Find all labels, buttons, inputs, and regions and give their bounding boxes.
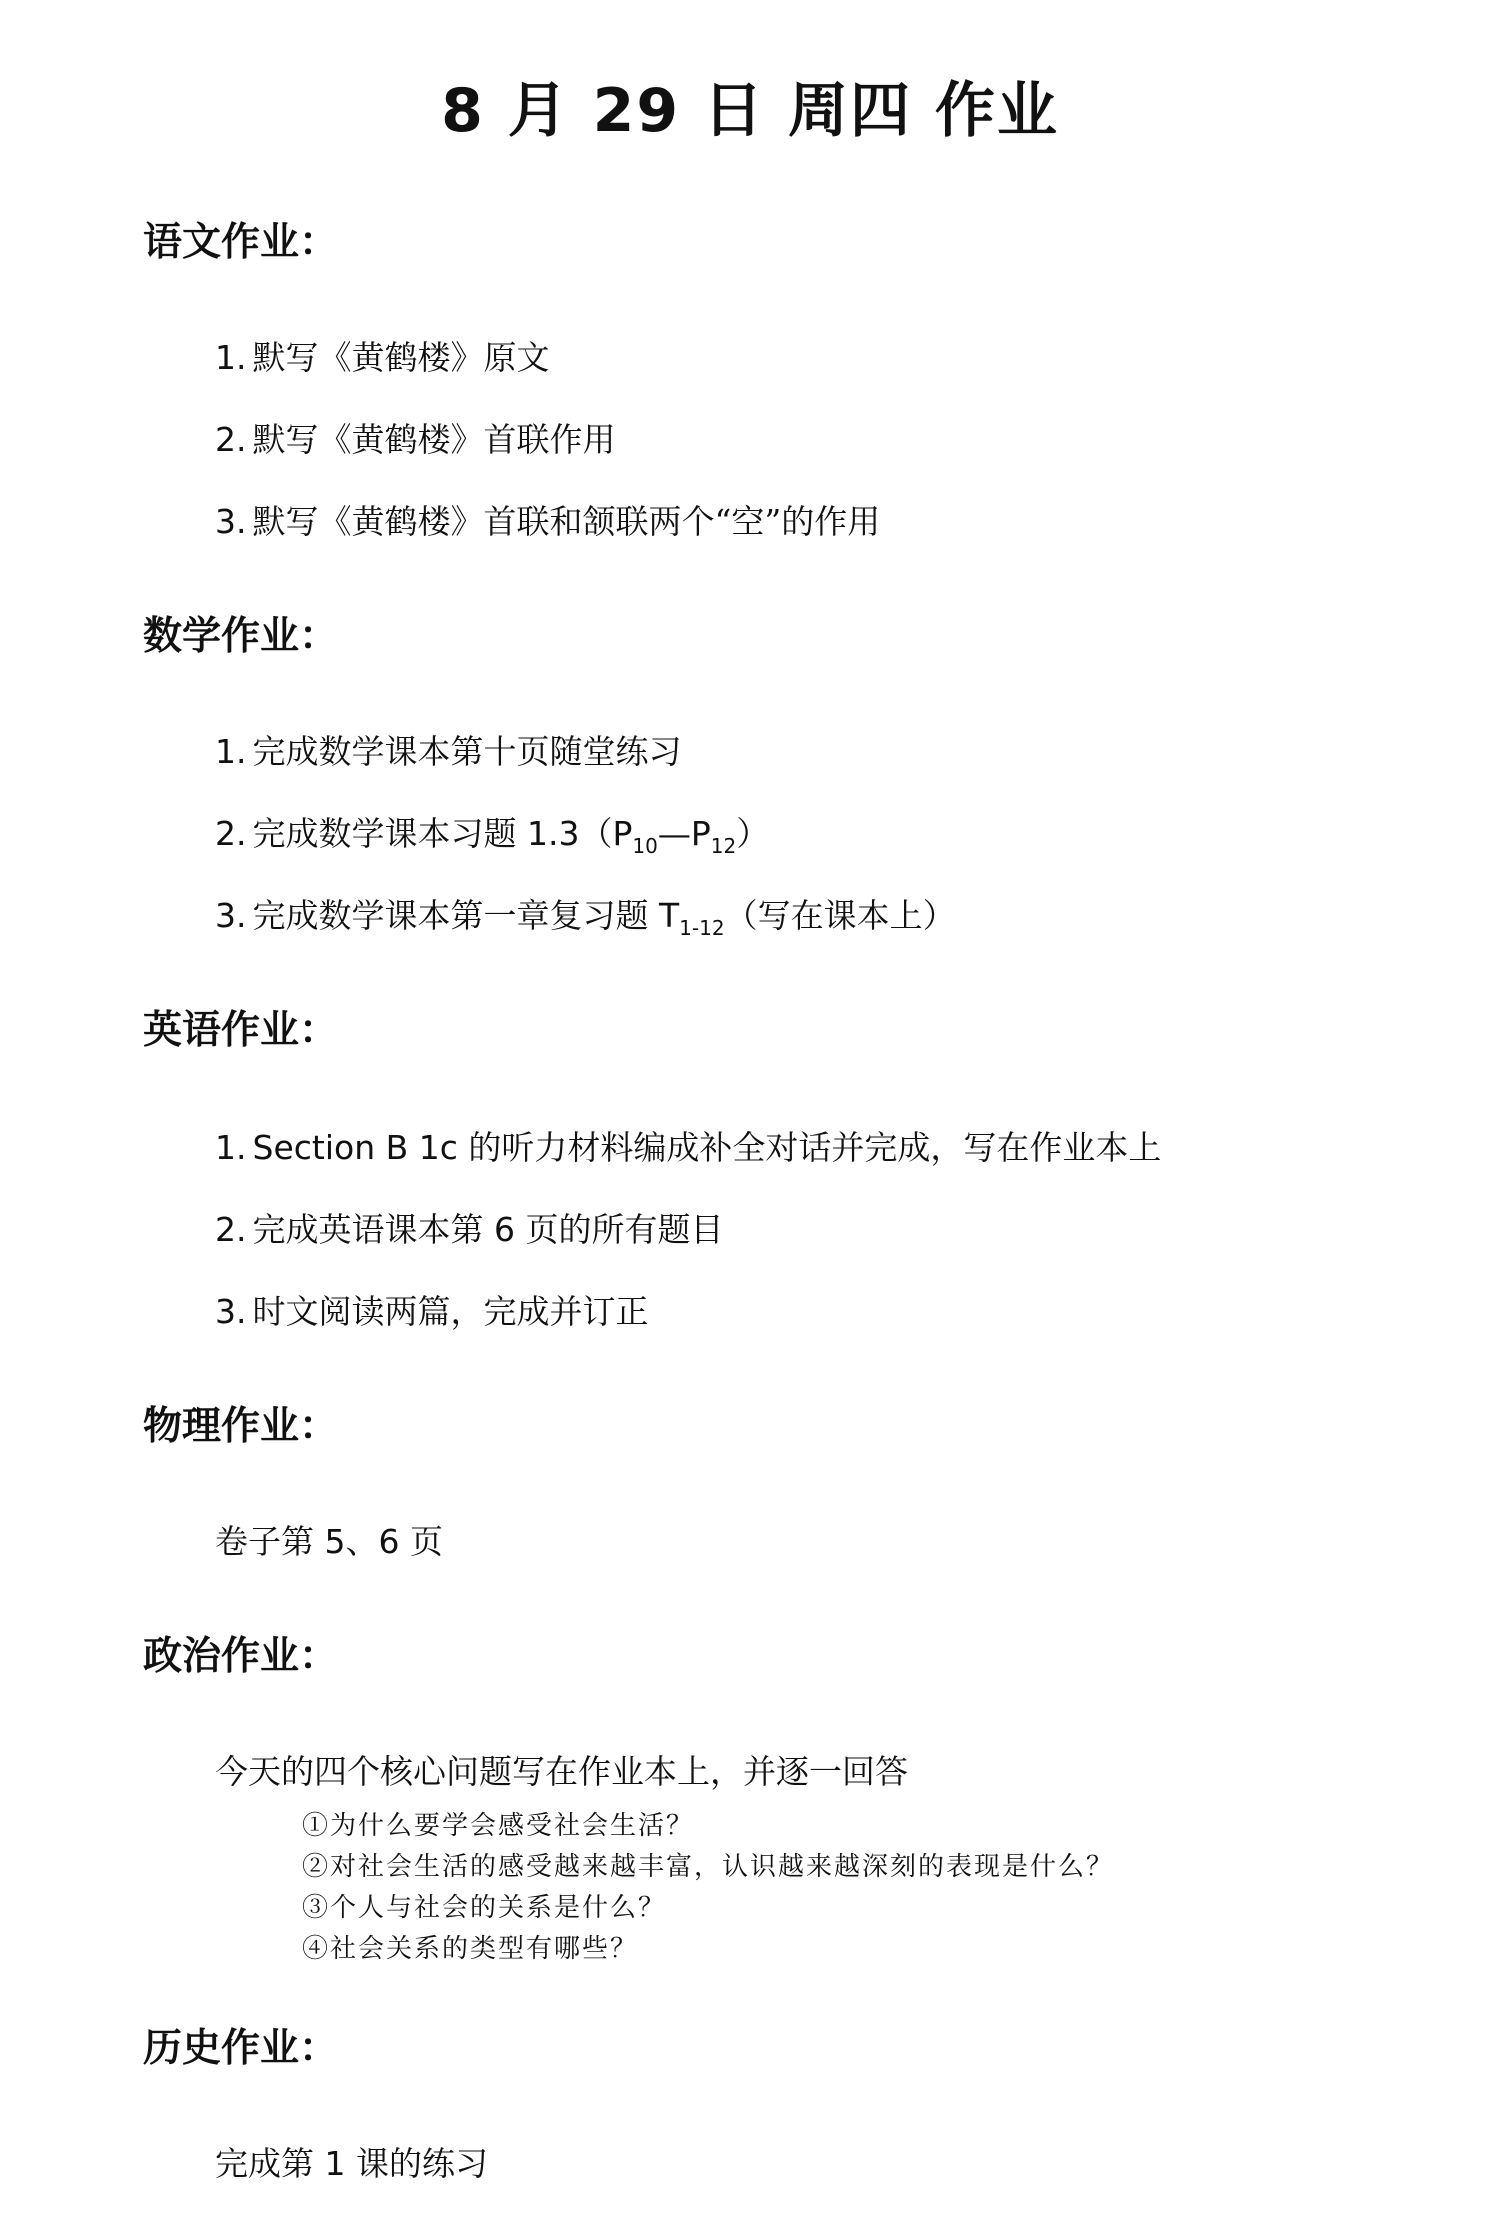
math-heading: 数学作业：	[143, 614, 339, 659]
question-range: T	[659, 896, 680, 935]
item-text: 卷子第	[215, 1522, 325, 1561]
chinese-heading: 语文作业：	[143, 220, 339, 265]
chinese-item-1	[215, 340, 550, 376]
page-start-sub: 10	[632, 834, 658, 858]
item-text: 完成数学课本第一章复习题	[252, 896, 659, 935]
item-text: 时文阅读两篇，完成并订正	[252, 1292, 649, 1331]
item-text-suffix: 页	[399, 1522, 443, 1561]
politics-question-2: ②对社会生活的感受越来越丰富，认识越来越深刻的表现是什么？	[302, 1852, 1115, 1882]
chinese-item-3	[215, 504, 880, 540]
item-text: 的听力材料编成补全对话并完成，写在作业本上	[457, 1128, 1162, 1167]
item-number: 2.	[215, 1210, 247, 1249]
item-number: 3.	[215, 502, 247, 541]
item-text-suffix: 页的所有题目	[515, 1210, 724, 1249]
politics-question-1: ①为什么要学会感受社会生活？	[302, 1811, 695, 1841]
paren-close: ）	[736, 814, 770, 853]
page-title: 8 月 29 日 周四 作业	[441, 76, 1059, 146]
item-note: （写在课本上）	[724, 896, 956, 935]
item-number: 1.	[215, 1128, 247, 1167]
section-ref: Section B 1c	[252, 1128, 458, 1167]
physics-heading: 物理作业：	[143, 1404, 339, 1449]
item-text: 完成数学课本习题	[252, 814, 527, 853]
item-number: 3.	[215, 1292, 247, 1331]
page-end: P	[690, 814, 711, 853]
lesson-number: 1	[324, 2144, 346, 2183]
politics-question-3: ③个人与社会的关系是什么？	[302, 1893, 667, 1923]
english-item-3	[215, 1294, 649, 1330]
item-text: 完成英语课本第	[252, 1210, 494, 1249]
page-start: P	[612, 814, 633, 853]
paren-open: （	[579, 814, 613, 853]
english-heading: 英语作业：	[143, 1008, 339, 1053]
english-item-2	[215, 1212, 724, 1248]
chinese-item-2	[215, 422, 616, 458]
politics-intro: 今天的四个核心问题写在作业本上，并逐一回答	[215, 1752, 908, 1791]
english-item-1	[215, 1130, 1161, 1166]
math-item-1	[215, 734, 682, 770]
page-end-sub: 12	[710, 834, 737, 858]
politics-heading: 政治作业：	[143, 1634, 339, 1679]
history-heading: 历史作业：	[143, 2026, 339, 2071]
item-number: 2.	[215, 814, 247, 853]
physics-item	[215, 1524, 443, 1560]
item-text: 默写《黄鹤楼》首联和颔联两个“空”的作用	[252, 502, 881, 541]
question-range-sub: 1-12	[679, 916, 725, 940]
exercise-number: 1.3	[527, 814, 580, 853]
history-item	[215, 2146, 488, 2182]
item-number: 3.	[215, 896, 247, 935]
item-text: 默写《黄鹤楼》原文	[252, 338, 550, 377]
item-number: 2.	[215, 420, 247, 459]
item-text: 完成数学课本第十页随堂练习	[252, 732, 682, 771]
math-item-2	[215, 814, 770, 858]
page-number: 6	[494, 1210, 515, 1249]
item-number: 1.	[215, 732, 247, 771]
range-dash: —	[657, 814, 691, 853]
item-text-suffix: 课的练习	[345, 2144, 488, 2183]
page-numbers: 5、6	[324, 1522, 400, 1561]
math-item-3	[215, 896, 956, 940]
item-number: 1.	[215, 338, 247, 377]
item-text: 完成第	[215, 2144, 325, 2183]
item-text: 默写《黄鹤楼》首联作用	[252, 420, 616, 459]
politics-question-4: ④社会关系的类型有哪些？	[302, 1934, 639, 1964]
